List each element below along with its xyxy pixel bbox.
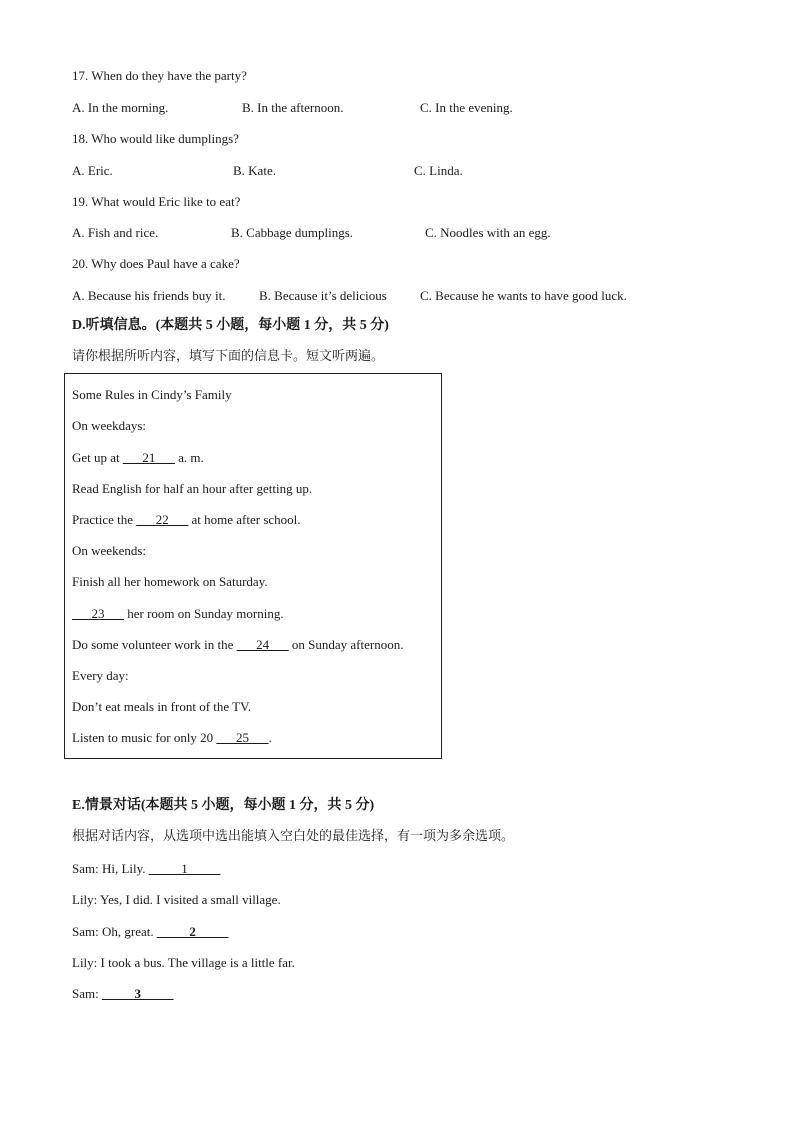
card-line-21-pre: Get up at (72, 450, 123, 465)
card-line-25-post: . (268, 730, 272, 745)
option-20a: A. Because his friends buy it. (72, 288, 226, 303)
question-19: 19. What would Eric like to eat? (72, 194, 241, 209)
card-line-read: Read English for half an hour after getting up. (72, 481, 313, 496)
dialogue-line-5 (72, 986, 173, 1002)
option-19b: B. Cabbage dumplings. (231, 225, 354, 240)
card-line-24-post: on Sunday afternoon. (288, 637, 404, 652)
card-line-21-post: a. m. (174, 450, 204, 465)
option-17b: B. In the afternoon. (242, 100, 344, 115)
card-line-22-post: at home after school. (188, 512, 301, 527)
card-line-23 (72, 606, 284, 622)
dialogue-line-4: Lily: I took a bus. The village is a little far. (72, 955, 295, 970)
dialogue-line-2: Lily: Yes, I did. I visited a small village. (72, 892, 281, 907)
question-20: 20. Why does Paul have a cake? (72, 256, 240, 271)
card-line-25 (72, 730, 272, 746)
option-19a: A. Fish and rice. (72, 225, 159, 240)
option-20b: B. Because it’s delicious (259, 288, 387, 303)
blank-1[interactable]: _____1_____ (148, 861, 221, 876)
option-18a: A. Eric. (72, 163, 113, 178)
question-18: 18. Who would like dumplings? (72, 131, 239, 146)
section-e-heading: E.情景对话(本题共 5 小题，每小题 1 分，共 5 分) (72, 798, 375, 813)
option-20c: C. Because he wants to have good luck. (420, 288, 627, 303)
card-line-23-post: her room on Sunday morning. (124, 606, 284, 621)
section-e-instruction: 根据对话内容，从选项中选出能填入空白处的最佳选择，有一项为多余选项。 (72, 829, 515, 844)
card-everyday: Every day: (72, 668, 129, 683)
blank-23[interactable]: ___23___ (72, 606, 124, 621)
blank-3[interactable]: _____3_____ (101, 986, 174, 1001)
card-line-24 (72, 637, 403, 653)
card-line-24-pre: Do some volunteer work in the (72, 637, 237, 652)
dialogue-line-1-pre: Sam: Hi, Lily. (72, 861, 149, 876)
section-d-instruction: 请你根据所听内容，填写下面的信息卡。短文听两遍。 (72, 349, 385, 364)
dialogue-line-3-pre: Sam: Oh, great. (72, 924, 157, 939)
option-17a: A. In the morning. (72, 100, 169, 115)
card-line-22-pre: Practice the (72, 512, 137, 527)
option-18c: C. Linda. (414, 163, 463, 178)
card-line-21 (72, 450, 204, 466)
option-17c: C. In the evening. (420, 100, 513, 115)
card-line-homework: Finish all her homework on Saturday. (72, 574, 268, 589)
card-line-22 (72, 512, 301, 528)
dialogue-line-1 (72, 861, 220, 877)
card-line-tv: Don’t eat meals in front of the TV. (72, 699, 252, 714)
option-18b: B. Kate. (233, 163, 276, 178)
dialogue-line-3 (72, 924, 228, 940)
card-weekdays: On weekdays: (72, 418, 147, 433)
blank-21[interactable]: ___21___ (122, 450, 175, 465)
question-17: 17. When do they have the party? (72, 68, 247, 83)
option-19c: C. Noodles with an egg. (425, 225, 551, 240)
blank-24[interactable]: ___24___ (236, 637, 289, 652)
blank-22[interactable]: ___22___ (136, 512, 189, 527)
blank-25[interactable]: ___25___ (216, 730, 269, 745)
card-line-25-pre: Listen to music for only 20 (72, 730, 217, 745)
section-d-heading: D.听填信息。(本题共 5 小题，每小题 1 分，共 5 分) (72, 318, 389, 333)
blank-2[interactable]: _____2_____ (156, 924, 229, 939)
dialogue-line-5-pre: Sam: (72, 986, 102, 1001)
card-weekends: On weekends: (72, 543, 147, 558)
card-title: Some Rules in Cindy’s Family (72, 387, 232, 402)
